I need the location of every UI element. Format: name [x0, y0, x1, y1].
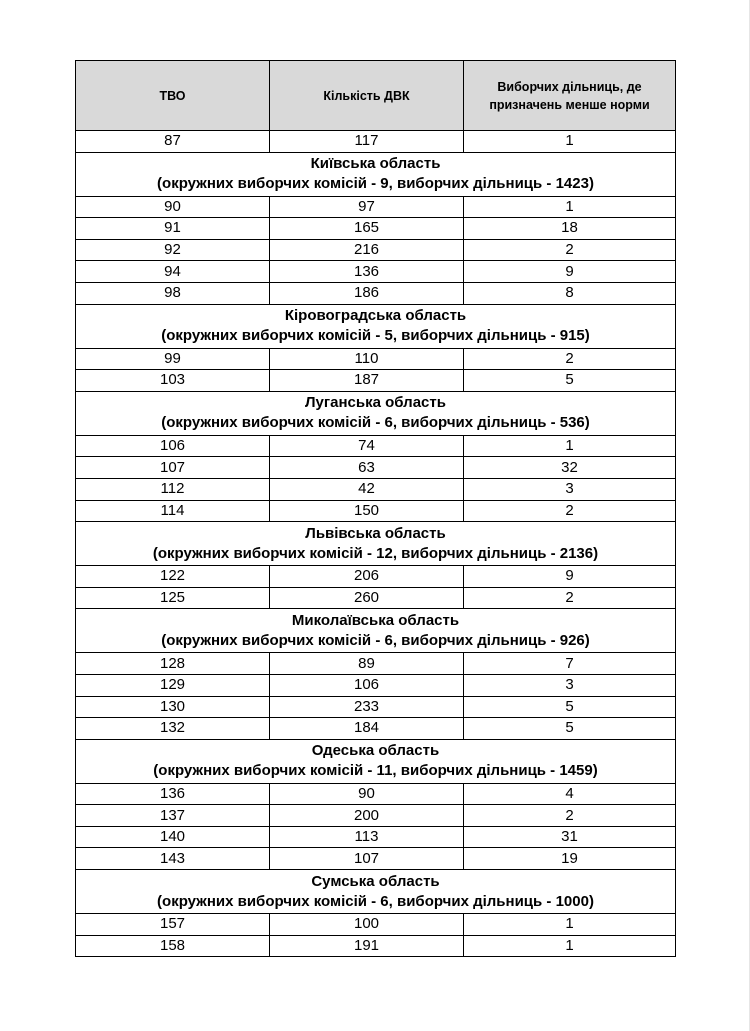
table-row: [76, 261, 676, 283]
cell-tvo: 143: [76, 848, 270, 870]
cell-below-norm: 32: [464, 457, 676, 479]
cell-below-norm: 1: [464, 131, 676, 153]
cell-tvo: 114: [76, 500, 270, 522]
region-header-cell: [76, 391, 676, 435]
table-row: [76, 348, 676, 370]
cell-dvk-count: 200: [270, 805, 464, 827]
table-row: [76, 783, 676, 805]
region-summary: (окружних виборчих комісій - 9, виборчих дільниць - 1423): [157, 175, 594, 193]
table-row: [76, 282, 676, 304]
cell-dvk-count: 165: [270, 218, 464, 240]
table-row: [76, 457, 676, 479]
cell-tvo: 158: [76, 935, 270, 957]
table-row: [76, 500, 676, 522]
region-header-row: [76, 152, 676, 196]
table-row: [76, 370, 676, 392]
region-name: Миколаївська область: [291, 611, 460, 629]
region-name: Сумська область: [311, 872, 440, 890]
table-row: [76, 848, 676, 870]
cell-dvk-count: 206: [270, 566, 464, 588]
cell-below-norm: 5: [464, 718, 676, 740]
cell-tvo: 157: [76, 914, 270, 936]
cell-below-norm: 9: [464, 566, 676, 588]
cell-dvk-count: 63: [270, 457, 464, 479]
cell-tvo: 122: [76, 566, 270, 588]
region-header-cell: [76, 609, 676, 653]
table-row: [76, 826, 676, 848]
cell-tvo: 125: [76, 587, 270, 609]
cell-dvk-count: 89: [270, 653, 464, 675]
cell-tvo: 94: [76, 261, 270, 283]
cell-dvk-count: 97: [270, 196, 464, 218]
region-header-row: [76, 304, 676, 348]
cell-dvk-count: 90: [270, 783, 464, 805]
cell-tvo: 91: [76, 218, 270, 240]
region-name: Київська область: [310, 155, 441, 173]
cell-dvk-count: 107: [270, 848, 464, 870]
cell-dvk-count: 136: [270, 261, 464, 283]
cell-below-norm: 1: [464, 196, 676, 218]
cell-dvk-count: 184: [270, 718, 464, 740]
region-summary: (окружних виборчих комісій - 6, виборчих дільниць - 1000): [157, 892, 594, 910]
cell-dvk-count: 106: [270, 674, 464, 696]
region-header-cell: [76, 870, 676, 914]
cell-tvo: 98: [76, 282, 270, 304]
cell-tvo: 112: [76, 478, 270, 500]
cell-dvk-count: 260: [270, 587, 464, 609]
header-below-norm-line2: призначень менше норми: [489, 97, 650, 112]
table-row: [76, 131, 676, 153]
cell-below-norm: 1: [464, 435, 676, 457]
region-name: Одеська область: [311, 742, 440, 760]
cell-dvk-count: 100: [270, 914, 464, 936]
table-row: [76, 435, 676, 457]
cell-dvk-count: 74: [270, 435, 464, 457]
cell-below-norm: 19: [464, 848, 676, 870]
cell-below-norm: 1: [464, 914, 676, 936]
cell-dvk-count: 113: [270, 826, 464, 848]
cell-dvk-count: 186: [270, 282, 464, 304]
cell-dvk-count: 216: [270, 239, 464, 261]
cell-below-norm: 31: [464, 826, 676, 848]
region-header-row: [76, 739, 676, 783]
cell-below-norm: 5: [464, 370, 676, 392]
cell-below-norm: 5: [464, 696, 676, 718]
cell-dvk-count: 110: [270, 348, 464, 370]
region-header-row: [76, 522, 676, 566]
table-header-row: [76, 61, 676, 131]
cell-below-norm: 9: [464, 261, 676, 283]
region-header-row: [76, 870, 676, 914]
cell-tvo: 87: [76, 131, 270, 153]
region-summary: (окружних виборчих комісій - 6, виборчих дільниць - 926): [161, 631, 590, 649]
cell-below-norm: 8: [464, 282, 676, 304]
cell-tvo: 128: [76, 653, 270, 675]
cell-dvk-count: 191: [270, 935, 464, 957]
cell-dvk-count: 233: [270, 696, 464, 718]
region-header-cell: [76, 304, 676, 348]
region-header-row: [76, 391, 676, 435]
cell-below-norm: 2: [464, 587, 676, 609]
cell-tvo: 130: [76, 696, 270, 718]
cell-below-norm: 1: [464, 935, 676, 957]
cell-tvo: 99: [76, 348, 270, 370]
election-commissions-table: [75, 60, 676, 957]
cell-dvk-count: 42: [270, 478, 464, 500]
region-name: Кіровоградська область: [284, 307, 467, 325]
region-header-cell: [76, 152, 676, 196]
cell-tvo: 103: [76, 370, 270, 392]
header-tvo: ТВО: [76, 61, 270, 131]
cell-tvo: 90: [76, 196, 270, 218]
header-below-norm: [464, 61, 676, 131]
cell-below-norm: 2: [464, 348, 676, 370]
table-row: [76, 239, 676, 261]
cell-tvo: 140: [76, 826, 270, 848]
region-summary: (окружних виборчих комісій - 6, виборчих дільниць - 536): [161, 414, 590, 432]
region-summary: (окружних виборчих комісій - 11, виборчих дільниць - 1459): [153, 762, 598, 780]
cell-tvo: 92: [76, 239, 270, 261]
cell-below-norm: 2: [464, 805, 676, 827]
cell-dvk-count: 187: [270, 370, 464, 392]
table-row: [76, 478, 676, 500]
region-summary: (окружних виборчих комісій - 5, виборчих дільниць - 915): [161, 327, 590, 345]
table-row: [76, 914, 676, 936]
region-header-cell: [76, 522, 676, 566]
cell-below-norm: 3: [464, 478, 676, 500]
table-row: [76, 196, 676, 218]
table-row: [76, 935, 676, 957]
cell-below-norm: 7: [464, 653, 676, 675]
region-name: Львівська область: [305, 524, 446, 542]
cell-below-norm: 2: [464, 500, 676, 522]
cell-tvo: 132: [76, 718, 270, 740]
region-summary: (окружних виборчих комісій - 12, виборчих дільниць - 2136): [152, 544, 599, 562]
cell-tvo: 137: [76, 805, 270, 827]
cell-below-norm: 18: [464, 218, 676, 240]
table-row: [76, 566, 676, 588]
cell-below-norm: 4: [464, 783, 676, 805]
region-header-cell: [76, 739, 676, 783]
table-row: [76, 587, 676, 609]
table-row: [76, 805, 676, 827]
header-dvk-count: Кількість ДВК: [270, 61, 464, 131]
cell-below-norm: 3: [464, 674, 676, 696]
region-name: Луганська область: [305, 394, 446, 412]
region-header-row: [76, 609, 676, 653]
cell-dvk-count: 150: [270, 500, 464, 522]
table-row: [76, 696, 676, 718]
header-below-norm-line1: Виборчих дільниць, де: [497, 79, 642, 94]
table-body: [76, 131, 676, 957]
table-row: [76, 218, 676, 240]
cell-dvk-count: 117: [270, 131, 464, 153]
table-row: [76, 653, 676, 675]
table-row: [76, 718, 676, 740]
cell-below-norm: 2: [464, 239, 676, 261]
cell-tvo: 106: [76, 435, 270, 457]
cell-tvo: 129: [76, 674, 270, 696]
cell-tvo: 136: [76, 783, 270, 805]
table-row: [76, 674, 676, 696]
cell-tvo: 107: [76, 457, 270, 479]
